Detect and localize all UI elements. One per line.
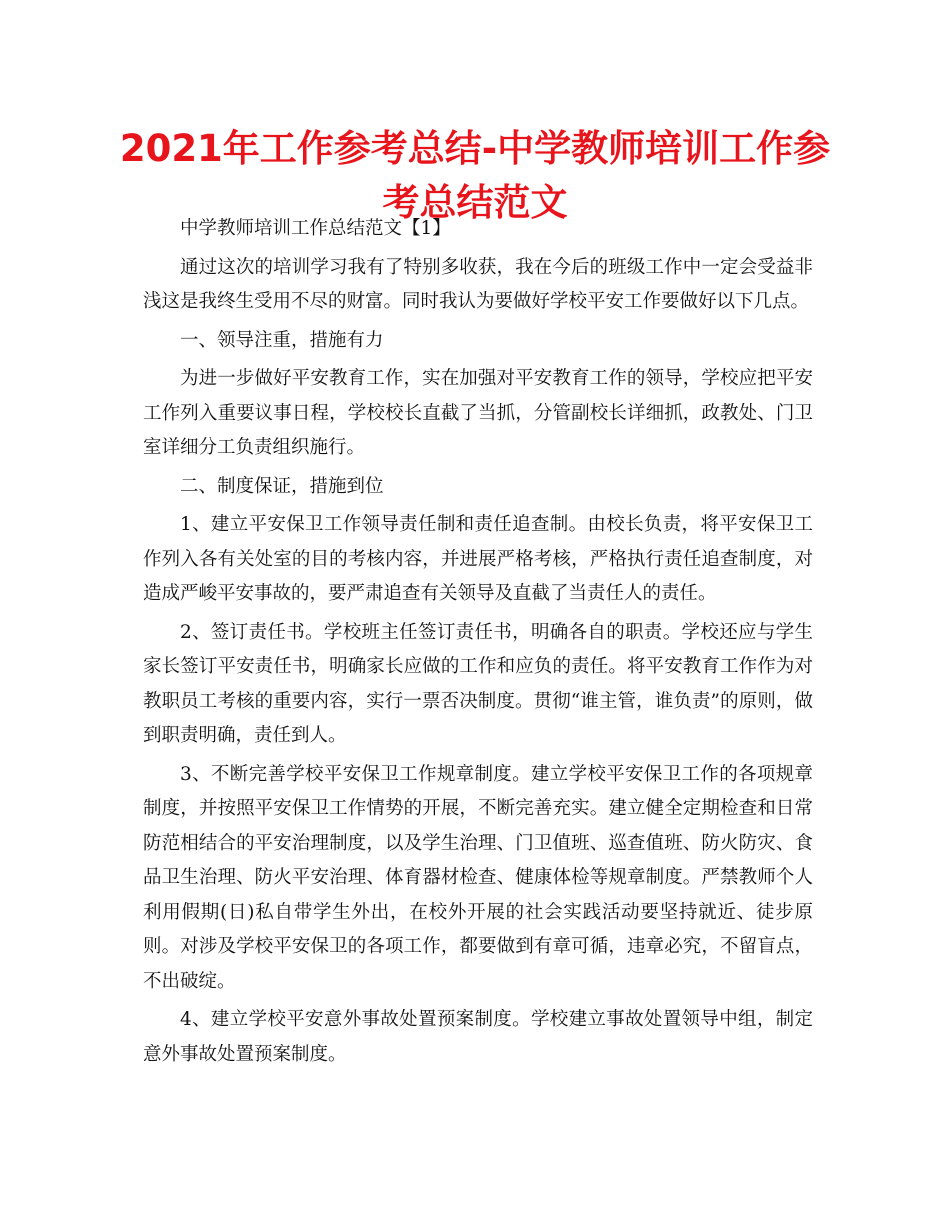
paragraph-section-1: 为进一步做好平安教育工作，实在加强对平安教育工作的领导，学校应把平安工作列入重要议事日程，学校校长直截了当抓，分管副校长详细抓，政教处、门卫室详细分工负责组织施行。 bbox=[143, 368, 813, 458]
section-heading-2: 二、制度保证，措施到位 bbox=[180, 475, 384, 497]
paragraph-item-2: 2、签订责任书。学校班主任签订责任书，明确各自的职责。学校还应与学生家长签订平安责任书，明确家长应做的工作和应负的责任。将平安教育工作作为对教职员工考核的重要内容，实行一票否决制度。贯彻“谁主管，谁负责”的原则，做到职责明确，责任到人。 bbox=[143, 621, 813, 746]
document-title: 2021年工作参考总结-中学教师培训工作参考总结范文 bbox=[119, 127, 831, 224]
paragraph-heading-1: 中学教师培训工作总结范文【1】 bbox=[180, 218, 451, 239]
paragraph-intro: 通过这次的培训学习我有了特别多收获，我在今后的班级工作中一定会受益非浅这是我终生受用不尽的财富。同时我认为要做好学校平安工作要做好以下几点。 bbox=[143, 256, 813, 312]
section-heading-1: 一、领导注重，措施有力 bbox=[180, 329, 384, 351]
document-body bbox=[143, 212, 813, 1076]
paragraph-item-1: 1、建立平安保卫工作领导责任制和责任追查制。由校长负责，将平安保卫工作列入各有关处室的目的考核内容，并进展严格考核，严格执行责任追查制度，对造成严峻平安事故的，要严肃追查有关领导及直截了当责任人的责任。 bbox=[143, 514, 813, 604]
paragraph-item-4: 4、建立学校平安意外事故处置预案制度。学校建立事故处置领导中组，制定意外事故处置预案制度。 bbox=[143, 1009, 813, 1065]
paragraph-item-3: 3、不断完善学校平安保卫工作规章制度。建立学校平安保卫工作的各项规章制度，并按照平安保卫工作情势的开展，不断完善充实。建立健全定期检查和日常防范相结合的平安治理制度，以及学生治理、门卫值班、巡查值班、防火防灾、食品卫生治理、防火平安治理、体育器材检查、健康体检等规章制度。严禁教师个人利用假期(日)私自带学生外出，在校外开展的社会实践活动要坚持就近、徒步原则。对涉及学校平安保卫的各项工作，都要做到有章可循，违章必究，不留盲点，不出破绽。 bbox=[143, 763, 813, 992]
